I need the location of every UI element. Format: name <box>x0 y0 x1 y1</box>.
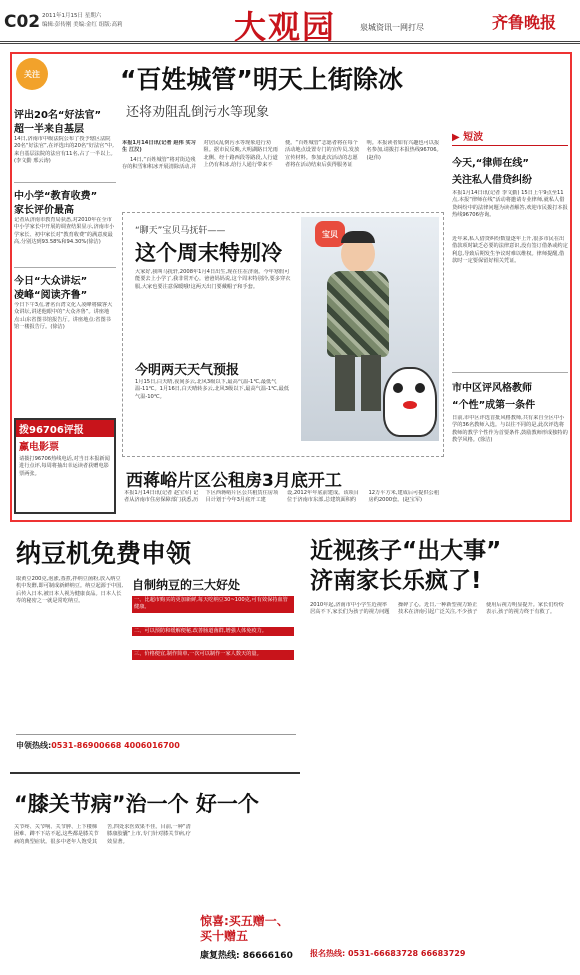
left-column <box>14 56 118 518</box>
natto-point-3: 三、价格便宜,制作简单,一次可以制作一家人数天的量。 <box>132 650 294 659</box>
headline-judges-sub: 超一半来自基层 <box>14 124 84 135</box>
section-subtitle: 泉城资讯一网打尽 <box>360 23 424 32</box>
natto-ad <box>10 528 300 763</box>
headline-forum-sub: 凌峰“阅读齐鲁” <box>14 290 88 301</box>
divider <box>14 182 116 183</box>
weather-body: 1月15日,白天晴,夜间多云,北风3级以下,最高气温-1℃,最低气温-11℃。1月16日,白天晴转多云,北风3级以下,最高气温-1℃,最低气温-10℃。 <box>135 379 290 400</box>
natto-point-1: 一、比超市购买的更加新鲜,每天吃纳豆30~100克,可有效保持血管健康。 <box>132 596 294 613</box>
article-judges: 14日,济南市中级法院公布了授予辖区法院20名“好法官”,在评选出的20名“好法官”中,来自基层法院的法官有11名,占了一半以上。(李文勤 邢云涛) <box>14 136 116 165</box>
main-story-subtitle: 还将劝阻乱倒污水等现象 <box>126 105 270 120</box>
article-education: 记者从济南市教育局获悉,对2010年在全市中小学家长中开展的调查结果显示,济南市小学家长、初中家长对“教育收费”的满意度最高,分别达到93.58%和94.30%(徐洁) <box>14 217 115 246</box>
article-forum: 今日下午3点,著名台湾文化人凌峰将做客大众讲坛,讲述他眼中的“大众齐鲁”。讲座地点:山东省图书馆报告厅。讲座地点:省图书馆一楼报告厅。(徐洁) <box>14 302 113 331</box>
myopia-ad <box>306 528 572 972</box>
knee-ad <box>10 772 300 972</box>
myopia-body: 2010年起,济南市中小学生近视率居高不下,家长们为孩子的视力问题操碎了心。近日,一种新型视力矫正技术在济南引起广泛关注,不少孩子使用后视力明显提升。家长们纷纷表示,孩子的视力终于有救了。 <box>310 602 564 616</box>
weekend-story-box <box>122 212 444 457</box>
headline-forum: 今日“大众讲坛” <box>14 276 88 287</box>
knee-promo <box>200 914 296 961</box>
knee-promo-title: 惊喜:买五赠一、买十赠五 <box>200 914 289 943</box>
triangle-icon: ▶ <box>452 132 460 143</box>
divider <box>452 372 568 373</box>
cartoon-dog-icon <box>383 367 437 437</box>
weekend-story-label: “聊天”宝贝马抚轩—— <box>135 226 226 236</box>
page-code: C02 <box>4 12 41 32</box>
weekend-story-title: 这个周末特别冷 <box>135 241 282 265</box>
main-story-title: “百姓城管”明天上街除冰 <box>120 65 403 94</box>
headline-education-sub: 家长评价最高 <box>14 205 74 216</box>
child-photo <box>301 217 439 441</box>
child-hair <box>341 231 375 243</box>
headline-judges: 评出20名“好法官” <box>14 110 102 121</box>
natto-subtitle: 自制纳豆的三大好处 <box>132 578 241 592</box>
knee-body: 关节疼、关节响、关节肿、上下楼梯困难、蹲不下站不起,这些都是膝关节病的典型症状。很多中老年人饱受其苦,四处求医效果不佳。目前,一种“清膝康胶囊”上市,专门针对膝关节病,疗效显著。 <box>14 824 191 845</box>
knee-title: “膝关节病”治一个 好一个 <box>14 792 259 816</box>
myopia-title-2: 济南家长乐疯了! <box>310 568 482 594</box>
article-lawyer-cont: 近年来,私人借贷纠纷数量逐年上升,很多市民在出借款项时缺乏必要的法律意识,没有签订借条或约定利息,导致后期发生争议时难以维权。律师提醒,借款时一定要保留好相关凭证。 <box>452 236 568 265</box>
myopia-title-1: 近视孩子“出大事” <box>310 538 502 564</box>
issue-info: 2011年1月15日 星期六 编辑:彭传刚 美编:金红 组版:高莉 <box>42 13 123 28</box>
headline-teachers: 市中区评风格教师 <box>452 383 532 394</box>
headline-lawyer: 今天,“律师在线” <box>452 158 529 169</box>
article-teachers: 日前,市中区评选首批风格教师,共有来自全区中小学的36名教师入选。与以往不同的是,此次评选将教师的教学个性作为首要条件,鼓励教师形成独特的教学风格。(徐洁) <box>452 415 568 444</box>
right-column <box>452 128 568 518</box>
knee-promo-phone: 康复热线: 86666160 <box>200 951 293 961</box>
headline-teachers-sub: “个性”成第一条件 <box>452 400 536 411</box>
main-story-heading <box>120 60 450 128</box>
short-news-title: ▶ 短波 <box>452 128 568 146</box>
natto-point-2: 二、可以预防和缓解便秘,改善肠道菌群,增强人体免疫力。 <box>132 627 294 636</box>
child-leg-right <box>361 355 381 411</box>
hotline-ad-body: 请拨打96706热线电话,对当日本报新闻进行点评,每周将抽出幸运读者获赠电影票两张。 <box>19 456 110 477</box>
natto-body: 取黄豆200克,泡涨,蒸煮,拌纳豆菌粉,放入纳豆机中发酵,即可制成新鲜纳豆。纳豆起源于中国,后传入日本,被日本人视为健康食品。日本人长寿的秘密之一就是常吃纳豆。 <box>16 576 124 605</box>
section-logo: 大观园 <box>234 8 337 46</box>
paper-name: 齐鲁晚报 <box>492 13 557 32</box>
child-coat <box>327 271 389 357</box>
main-story-body: 本报1月14日讯(记者 赵伟 实习生 江汉) 14日,“百姓城管”将对街边残存的积雪和积冰开展清除活动,并对居民乱倒污水等现象进行劝阻。据市民反映,大明湖路日光雨北侧、经十路西段等路段,人行道上仍有积冰,给行人通行带来不便。“百姓城管”志愿者将在每个活动地点设置专门的宣传员,发放宣传材料。参加此次活动的志愿者将在活动结束后获得服务证明。本报读者如有兴趣也可以报名参加,请拨打本报热线96706。(赵伟) <box>122 140 442 171</box>
myopia-signup: 报名热线: 0531-66683728 66683729 <box>310 949 466 958</box>
xijiang-body: 本报1月14日讯(记者 赵宝军) 记者从济南市住房保障部门获悉,历下区西蒋峪片区公共租赁住房项目计划于今年3月底开工建设,2012年年底前建成。该项目位于济南市东部,总建筑面积约12万平方米,建成后可提供公租房约2000套。(赵宝军) <box>124 490 440 504</box>
hotline-ad-subtitle: 赢电影票 <box>19 442 59 453</box>
xijiang-title: 西蒋峪片区公租房3月底开工 <box>126 471 342 491</box>
natto-hotline: 申领热线:0531-86900668 4006016700 <box>16 734 296 758</box>
hotline-ad-box <box>14 418 116 514</box>
child-leg-left <box>335 355 355 411</box>
divider <box>14 267 116 268</box>
headline-lawyer-sub: 关注私人借贷纠纷 <box>452 175 532 186</box>
headline-education: 中小学“教育收费” <box>14 191 98 202</box>
article-lawyer: 本报1月14日讯(记者 李文勤) 15日上午9点至11点,本报“律师在线”活动将邀请专业律师,就私人借贷纠纷中的法律问题为读者解答,欢迎市民拨打本报热线96706咨询。 <box>452 190 568 219</box>
weekend-story-body: 大家好,我叫马抚轩,2008年1月4日出生,现在住在济南。今年寒假可能要去上小学了,我非常开心。爸爸妈妈说,这个周末特别冷,要多穿衣服,大家也要注意保暖哦!这两天出门要戴帽子和手套。 <box>135 269 291 290</box>
page-header <box>0 0 580 44</box>
natto-title: 纳豆机免费申领 <box>16 539 192 568</box>
natto-points <box>132 596 294 724</box>
hotline-ad-title: 拨96706评报 <box>16 420 114 437</box>
weather-title: 今明两天天气预报 <box>135 363 240 378</box>
news-badge-icon: 关注 <box>16 58 48 90</box>
baby-badge-icon: 宝贝 <box>315 221 345 247</box>
